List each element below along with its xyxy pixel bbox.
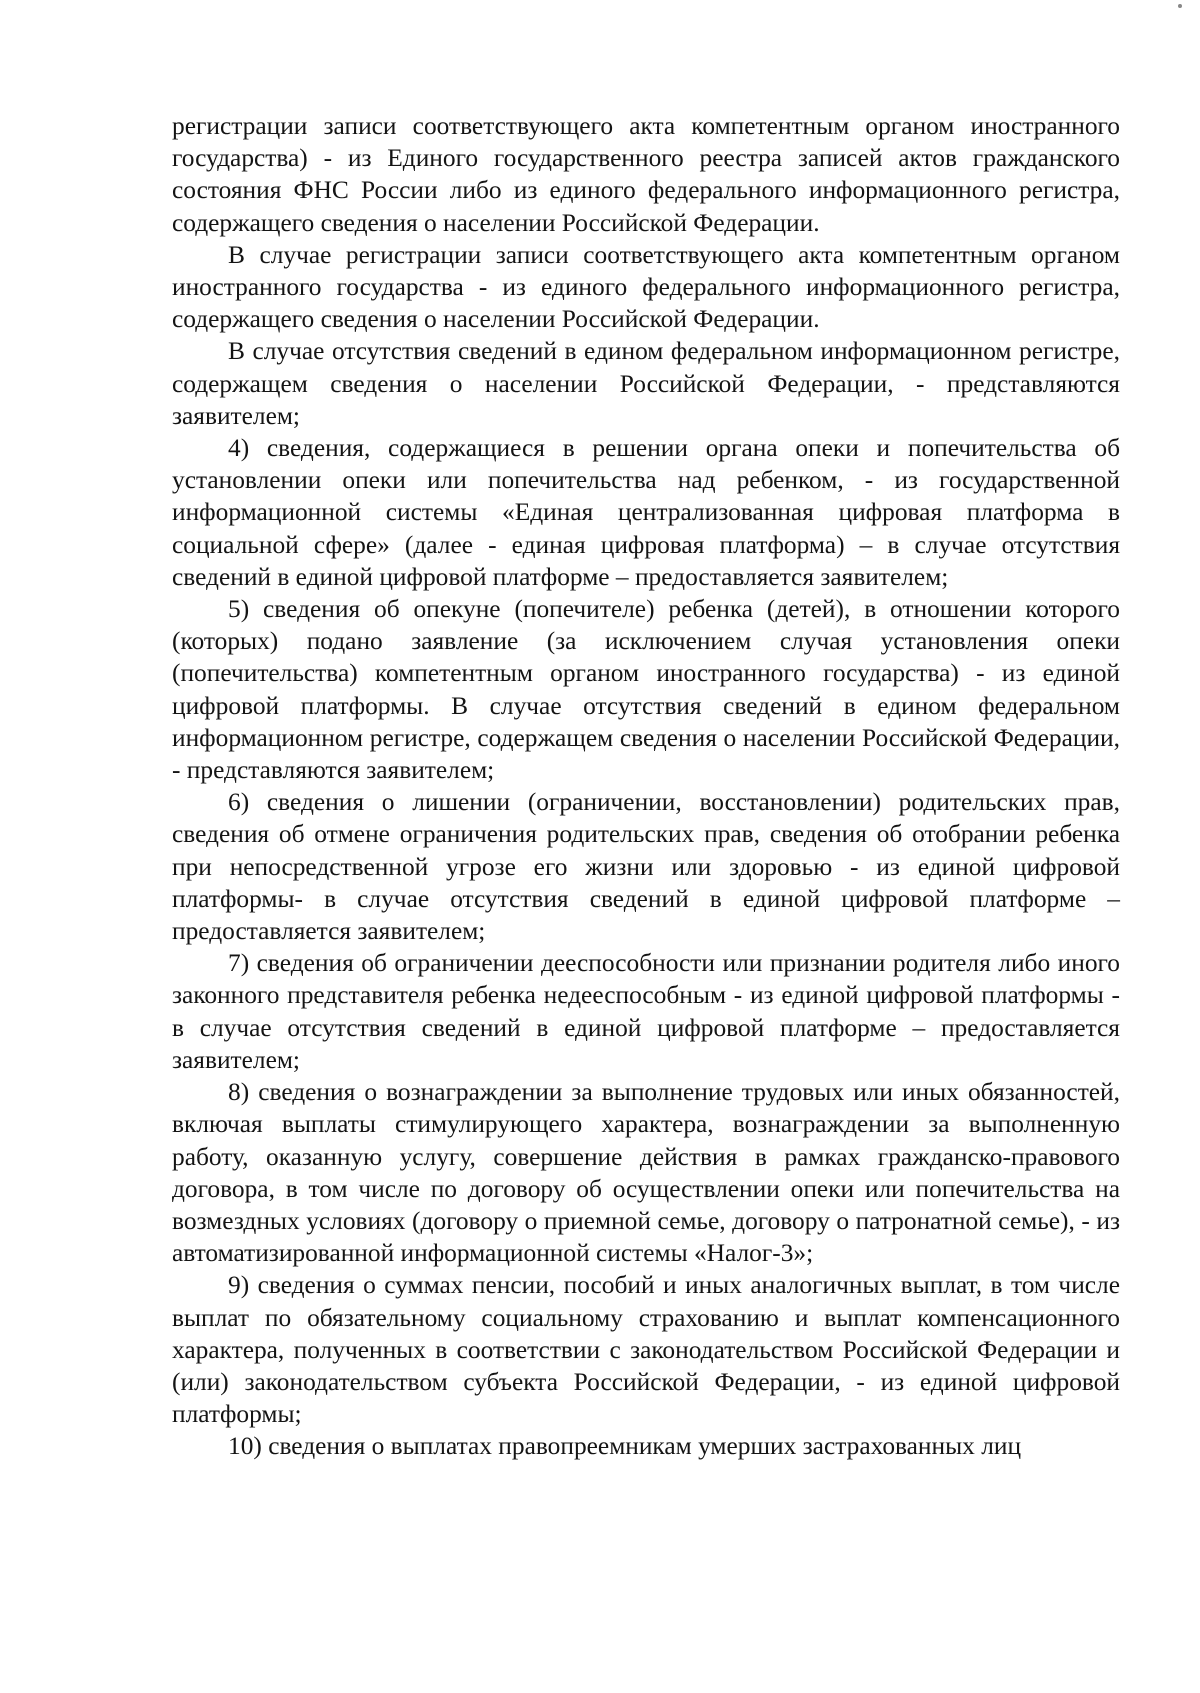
scan-speck [1178, 4, 1182, 8]
paragraph-item-9: 9) сведения о суммах пенсии, пособий и иных аналогичных выплат, в том числе выплат по обязательному социальному страхованию и выплат компенсационного характера, полученных в соответствии с законодательством Российской Федерации и (или) законодательством субъекта Российской Федерации, - из единой цифровой платформы; [172, 1271, 1120, 1429]
paragraph-item-4: 4) сведения, содержащиеся в решении органа опеки и попечительства об установлении опеки или попечительства над ребенком, - из государственной информационной системы «Единая централизованная цифровая платформа в социальной сфере» (далее - единая цифровая платформа) – в случае отсутствия сведений в единой цифровой платформе – предоставляется заявителем; [172, 434, 1120, 591]
paragraph-item-5: 5) сведения об опекуне (попечителе) ребенка (детей), в отношении которого (которых) подано заявление (за исключением случая установления опеки (попечительства) компетентным органом иностранного государства) - из единой цифровой платформы. В случае отсутствия сведений в едином федеральном информационном регистре, содержащем сведения о населении Российской Федерации, - представляются заявителем; [172, 595, 1120, 785]
document-body [172, 110, 1120, 1463]
paragraph-no-records: В случае отсутствия сведений в едином федеральном информационном регистре, содержащем сведения о населении Российской Федерации, - представляются заявителем; [172, 337, 1120, 430]
paragraph-foreign-registration: В случае регистрации записи соответствующего акта компетентным органом иностранного государства - из единого федерального информационного регистра, содержащего сведения о населении Российской Федерации. [172, 240, 1120, 334]
paragraph-item-8: 8) сведения о вознаграждении за выполнение трудовых или иных обязанностей, включая выплаты стимулирующего характера, вознаграждении за выполненную работу, оказанную услугу, совершение действия в рамках гражданско-правового договора, в том числе по договору об осуществлении опеки или попечительства на возмездных условиях (договору о приемной семье, договору о патронатной семье), - из автоматизированной информационной системы «Налог-3»; [172, 1078, 1120, 1268]
paragraph-item-6: 6) сведения о лишении (ограничении, восстановлении) родительских прав, сведения об отмене ограничения родительских прав, сведения об отобрании ребенка при непосредственной угрозе его жизни или здоровью - из единой цифровой платформы- в случае отсутствия сведений в единой цифровой платформе – предоставляется заявителем; [172, 788, 1120, 946]
paragraph-continuation: регистрации записи соответствующего акта компетентным органом иностранного государства) - из Единого государственного реестра записей актов гражданского состояния ФНС России либо из единого федерального информационного регистра, содержащего сведения о населении Российской Федерации. [172, 112, 1120, 237]
paragraph-item-10: 10) сведения о выплатах правопреемникам умерших застрахованных лиц [228, 1432, 1022, 1461]
paragraph-item-7: 7) сведения об ограничении дееспособности или признании родителя либо иного законного представителя ребенка недееспособным - из единой цифровой платформы - в случае отсутствия сведений в единой цифровой платформе – предоставляется заявителем; [172, 949, 1120, 1074]
